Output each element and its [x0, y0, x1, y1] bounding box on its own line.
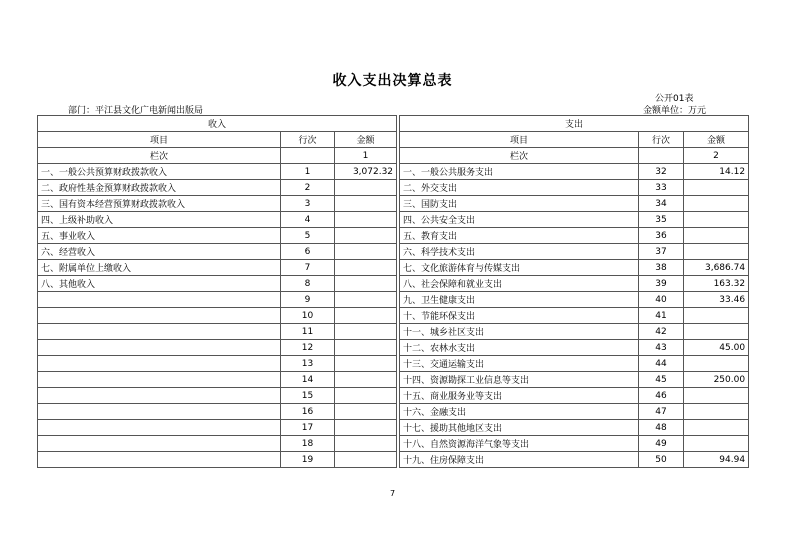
- income-amount: [335, 212, 397, 228]
- expense-item: 二、外交支出: [400, 180, 639, 196]
- income-item: [38, 420, 281, 436]
- income-row-no: 4: [281, 212, 335, 228]
- income-amount: [335, 244, 397, 260]
- table-row: [38, 436, 749, 452]
- expense-amount-header: 金额: [684, 132, 749, 148]
- income-amount: 3,072.32: [335, 164, 397, 180]
- table-row: [38, 404, 749, 420]
- income-row-no: 13: [281, 356, 335, 372]
- department-label: 部门：平江县文化广电新闻出版局: [68, 106, 204, 116]
- expense-item: 十六、金融支出: [400, 404, 639, 420]
- expense-amount: [684, 436, 749, 452]
- expense-row-no: 39: [639, 276, 684, 292]
- income-row-no: 14: [281, 372, 335, 388]
- expense-row-no: 41: [639, 308, 684, 324]
- expense-row-no: 50: [639, 452, 684, 468]
- income-row-no: 7: [281, 260, 335, 276]
- expense-row-no: 49: [639, 436, 684, 452]
- expense-row-no: 36: [639, 228, 684, 244]
- income-item: 六、经营收入: [38, 244, 281, 260]
- expense-row-no: 48: [639, 420, 684, 436]
- expense-amount: [684, 308, 749, 324]
- expense-amount: [684, 324, 749, 340]
- page-number: 7: [389, 489, 396, 498]
- expense-row-no: 40: [639, 292, 684, 308]
- expense-item-header: 项目: [400, 132, 639, 148]
- expense-item: 一、一般公共服务支出: [400, 164, 639, 180]
- table-row: [38, 372, 749, 388]
- income-row-no: 17: [281, 420, 335, 436]
- table-row: [38, 180, 749, 196]
- income-amount: [335, 196, 397, 212]
- table-row: [38, 340, 749, 356]
- income-section-header: 收入: [38, 116, 397, 132]
- income-row-no: 1: [281, 164, 335, 180]
- income-amount: [335, 372, 397, 388]
- income-amount: [335, 452, 397, 468]
- income-row-no: 18: [281, 436, 335, 452]
- expense-column-index: 2: [684, 148, 749, 164]
- expense-amount: 3,686.74: [684, 260, 749, 276]
- expense-item: 八、社会保障和就业支出: [400, 276, 639, 292]
- income-item: [38, 356, 281, 372]
- expense-row-no: 43: [639, 340, 684, 356]
- income-amount: [335, 404, 397, 420]
- expense-item: 十三、交通运输支出: [400, 356, 639, 372]
- column-index-row: [38, 148, 749, 164]
- expense-item: 十二、农林水支出: [400, 340, 639, 356]
- income-row-no: 2: [281, 180, 335, 196]
- income-item: [38, 324, 281, 340]
- table-row: [38, 420, 749, 436]
- income-amount: [335, 436, 397, 452]
- expense-item: 七、文化旅游体育与传媒支出: [400, 260, 639, 276]
- expense-amount: [684, 388, 749, 404]
- income-amount: [335, 388, 397, 404]
- income-item: [38, 372, 281, 388]
- expense-column-label: 栏次: [400, 148, 639, 164]
- expense-item: 十九、住房保障支出: [400, 452, 639, 468]
- expense-row-no: 44: [639, 356, 684, 372]
- table-row: [38, 388, 749, 404]
- empty-cell: [639, 148, 684, 164]
- table-row: [38, 212, 749, 228]
- income-item: [38, 340, 281, 356]
- income-expense-table: [37, 115, 749, 468]
- income-amount: [335, 308, 397, 324]
- income-row-no: 11: [281, 324, 335, 340]
- income-item: 四、上级补助收入: [38, 212, 281, 228]
- income-item: 八、其他收入: [38, 276, 281, 292]
- expense-row-no: 46: [639, 388, 684, 404]
- expense-item: 十八、自然资源海洋气象等支出: [400, 436, 639, 452]
- expense-item: 六、科学技术支出: [400, 244, 639, 260]
- expense-row-no: 32: [639, 164, 684, 180]
- income-amount: [335, 228, 397, 244]
- income-row-no-header: 行次: [281, 132, 335, 148]
- expense-row-no: 45: [639, 372, 684, 388]
- income-row-no: 15: [281, 388, 335, 404]
- expense-item: 五、教育支出: [400, 228, 639, 244]
- form-number: 公开01表: [655, 94, 694, 104]
- income-row-no: 12: [281, 340, 335, 356]
- empty-cell: [281, 148, 335, 164]
- expense-amount: [684, 244, 749, 260]
- table-row: [38, 228, 749, 244]
- table-row: [38, 260, 749, 276]
- table-row: [38, 244, 749, 260]
- income-row-no: 9: [281, 292, 335, 308]
- income-item: [38, 436, 281, 452]
- expense-item: 九、卫生健康支出: [400, 292, 639, 308]
- expense-row-no: 35: [639, 212, 684, 228]
- income-row-no: 3: [281, 196, 335, 212]
- expense-amount: [684, 196, 749, 212]
- income-item: 三、国有资本经营预算财政拨款收入: [38, 196, 281, 212]
- income-row-no: 5: [281, 228, 335, 244]
- income-row-no: 10: [281, 308, 335, 324]
- expense-item: 四、公共安全支出: [400, 212, 639, 228]
- income-amount: [335, 356, 397, 372]
- income-amount: [335, 420, 397, 436]
- expense-amount: [684, 420, 749, 436]
- expense-amount: [684, 356, 749, 372]
- income-item: 五、事业收入: [38, 228, 281, 244]
- expense-amount: 33.46: [684, 292, 749, 308]
- expense-amount: [684, 212, 749, 228]
- table-row: [38, 196, 749, 212]
- expense-item: 十五、商业服务业等支出: [400, 388, 639, 404]
- income-column-label: 栏次: [38, 148, 281, 164]
- expense-amount: [684, 404, 749, 420]
- income-item: 二、政府性基金预算财政拨款收入: [38, 180, 281, 196]
- expense-amount: 45.00: [684, 340, 749, 356]
- income-item: 一、一般公共预算财政拨款收入: [38, 164, 281, 180]
- income-row-no: 19: [281, 452, 335, 468]
- income-amount: [335, 260, 397, 276]
- income-item: [38, 452, 281, 468]
- income-amount-header: 金额: [335, 132, 397, 148]
- income-item: [38, 292, 281, 308]
- expense-row-no: 47: [639, 404, 684, 420]
- page-title: 收入支出决算总表: [332, 73, 453, 89]
- income-row-no: 16: [281, 404, 335, 420]
- expense-item: 十、节能环保支出: [400, 308, 639, 324]
- expense-item: 十四、资源勘探工业信息等支出: [400, 372, 639, 388]
- section-header-row: [38, 116, 749, 132]
- table-row: [38, 452, 749, 468]
- expense-amount: 94.94: [684, 452, 749, 468]
- amount-unit-label: 金额单位：万元: [643, 106, 707, 116]
- expense-row-no: 37: [639, 244, 684, 260]
- expense-amount: 250.00: [684, 372, 749, 388]
- expense-row-no: 38: [639, 260, 684, 276]
- income-amount: [335, 292, 397, 308]
- table-row: [38, 356, 749, 372]
- income-item: [38, 308, 281, 324]
- table-row: [38, 292, 749, 308]
- column-header-row: [38, 132, 749, 148]
- table-row: [38, 308, 749, 324]
- expense-row-no: 42: [639, 324, 684, 340]
- expense-item: 十七、援助其他地区支出: [400, 420, 639, 436]
- income-item: [38, 388, 281, 404]
- income-amount: [335, 324, 397, 340]
- expense-row-no: 34: [639, 196, 684, 212]
- expense-row-no-header: 行次: [639, 132, 684, 148]
- income-amount: [335, 276, 397, 292]
- income-amount: [335, 340, 397, 356]
- expense-section-header: 支出: [400, 116, 749, 132]
- income-item: [38, 404, 281, 420]
- expense-amount: [684, 228, 749, 244]
- income-column-index: 1: [335, 148, 397, 164]
- income-item-header: 项目: [38, 132, 281, 148]
- expense-row-no: 33: [639, 180, 684, 196]
- expense-amount: 163.32: [684, 276, 749, 292]
- expense-item: 十一、城乡社区支出: [400, 324, 639, 340]
- income-amount: [335, 180, 397, 196]
- table-row: [38, 276, 749, 292]
- expense-amount: 14.12: [684, 164, 749, 180]
- income-item: 七、附属单位上缴收入: [38, 260, 281, 276]
- table-row: [38, 164, 749, 180]
- expense-item: 三、国防支出: [400, 196, 639, 212]
- expense-amount: [684, 180, 749, 196]
- income-row-no: 6: [281, 244, 335, 260]
- income-row-no: 8: [281, 276, 335, 292]
- table-row: [38, 324, 749, 340]
